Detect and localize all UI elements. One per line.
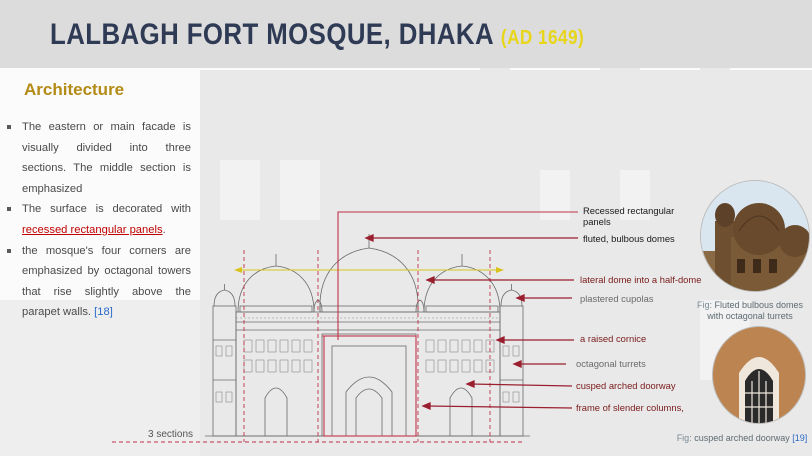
label-octagonal-turrets: octagonal turrets [576,358,646,369]
section-heading: Architecture [24,80,125,99]
bullet-corners-ref: [18] [94,306,113,319]
photo-cusped-doorway [712,326,806,424]
photo-fluted-domes [700,180,810,292]
caption-fig1-prefix: Fig: [696,300,712,310]
doorway-photo-image [713,327,805,423]
label-recessed-panels: Recessed rectangular panels [583,205,675,227]
caption-fig1 [688,300,812,322]
label-cusped-doorway: cusped arched doorway [576,380,676,391]
caption-fig2 [672,433,812,444]
label-slender-columns: frame of slender columns, [576,402,684,413]
caption-fig2-ref: [19] [792,433,808,443]
dome-span-arrow [234,267,504,273]
caption-fig1-line2: with octagonal turrets [707,311,793,321]
label-cupolas: plastered cupolas [580,293,654,304]
sections-label: 3 sections [148,429,194,440]
bullet-facade: The eastern or main facade is visually divided into three sections. The middle section is emphasized [6,117,191,199]
caption-fig2-prefix: Fig: [676,433,692,443]
label-cornice: a raised cornice [580,333,647,344]
label-lateral-dome: lateral dome into a half-dome [580,274,702,285]
caption-fig1-line1: Fluted bulbous domes [714,300,804,310]
bullet-surface-highlight: recessed rectangular panels [22,223,163,236]
bullet-surface-text: The surface is decorated with [22,203,191,216]
title-text: LALBAGH FORT MOSQUE, DHAKA [50,18,495,51]
caption-fig2-text: cusped arched doorway [694,433,790,443]
bullet-surface-end: . [162,223,166,236]
title-year: (AD 1649) [500,27,585,49]
domes-photo-image [701,181,809,291]
label-fluted-domes: fluted, bulbous domes [583,233,675,244]
bullet-corners-text: the mosque's four corners are emphasized by octagonal towers that rise slightly above the parapet walls. [22,244,191,319]
